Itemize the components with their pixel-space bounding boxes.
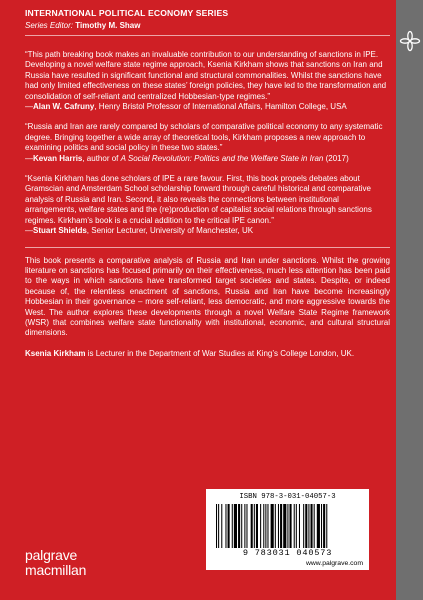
series-editor (25, 21, 140, 30)
quote-attribution: —Alan W. Cafruny, Henry Bristol Professor of International Affairs, Hamilton College, USA (25, 102, 347, 112)
author-bio-text: is Lecturer in the Department of War Studies at King’s College London, UK. (85, 348, 355, 358)
endorser-book-title: A Social Revolution: Politics and the Welfare State in Iran (120, 153, 324, 163)
endorser-affiliation: , Henry Bristol Professor of International Affairs, Hamilton College, USA (94, 102, 347, 112)
endorser-name: Stuart Shields (33, 226, 87, 236)
publisher-url: www.palgrave.com (305, 560, 363, 567)
series-editor-name: Timothy M. Shaw (75, 21, 141, 30)
series-editor-label: Series Editor: (25, 21, 74, 30)
spine-strip (396, 0, 423, 600)
endorsement-quote (25, 174, 390, 236)
book-description: This book presents a comparative analysis of Russia and Iran under sanctions. Whilst the growing literature on sanctions has focused primarily on their effectiveness, much less attention has been paid to the ways in which sanctions have transformed target societies and states. Despite, or indeed because of, the relentless enactment of sanctions, Russia and Iran have become increasingly Hobbesian in their governance – more self-reliant, less democratic, and more aggressive towards the West. The author explores these developments through a novel Welfare State Regime framework (WSR) that combines welfare state functionality with institutional, economic, and cultural structural dimensions. (25, 255, 390, 338)
endorsement-quote (25, 50, 390, 112)
quote-attribution: —Stuart Shields, Senior Lecturer, University of Manchester, UK (25, 226, 254, 236)
author-name: Ksenia Kirkham (25, 348, 86, 358)
barcode-image (216, 504, 359, 548)
publisher-logo (25, 548, 86, 578)
endorser-name: Alan W. Cafruny (33, 102, 95, 112)
quote-text: “This path breaking book makes an invaluable contribution to our understanding of sanctions in IPE. Developing a novel welfare state regime approach, Ksenia Kirkham shows that sanctions on Iran and Russia have resulted in significant functional and structural commonalities. Whilst the sanctions have had only limited effectiveness on these states’ foreign policies, they have led to the transformation and consolidation of self-reliant and centralized Hobbesian-type regimes.” (25, 50, 387, 101)
header-divider (25, 35, 390, 36)
publisher-logo-line1: palgrave (25, 547, 78, 563)
body-divider (25, 247, 390, 248)
quote-text: “Ksenia Kirkham has done scholars of IPE a rare favour. First, this book propels debates about Gramscian and Amsterdam School scholarship forward through careful historical and comparative analysis of Russia and Iran. Second, it also reveals the connections between institutional arrangements, welfare states and the (re)production of capitalist social relations through sanctions regimes. Kirkham’s book is a crucial addition to the critical IPE canon.” (25, 174, 372, 225)
publisher-logo-line2: macmillan (25, 562, 87, 578)
palgrave-flower-logo-icon (399, 30, 421, 52)
isbn-text: ISBN 978-3-031-04057-3 (239, 493, 336, 501)
quote-text: “Russia and Iran are rarely compared by scholars of comparative political economy to any systematic degree. Bringing together a wide array of theoretical tools, Kirkham proposes a new approach to examining politics and social policy in these two states.” (25, 122, 383, 153)
ean-digits: 9 783031 040573 (242, 548, 333, 558)
endorser-name: Kevan Harris (33, 153, 83, 163)
endorsement-quote (25, 122, 390, 164)
quote-attribution: —Kevan Harris, author of A Social Revolution: Politics and the Welfare State in Iran (2017) (25, 153, 349, 163)
barcode-panel (206, 489, 369, 570)
series-title: INTERNATIONAL POLITICAL ECONOMY SERIES (25, 8, 229, 18)
author-bio (25, 349, 390, 359)
cover-body (25, 50, 390, 359)
endorser-affiliation: , Senior Lecturer, University of Manchester, UK (86, 226, 254, 236)
